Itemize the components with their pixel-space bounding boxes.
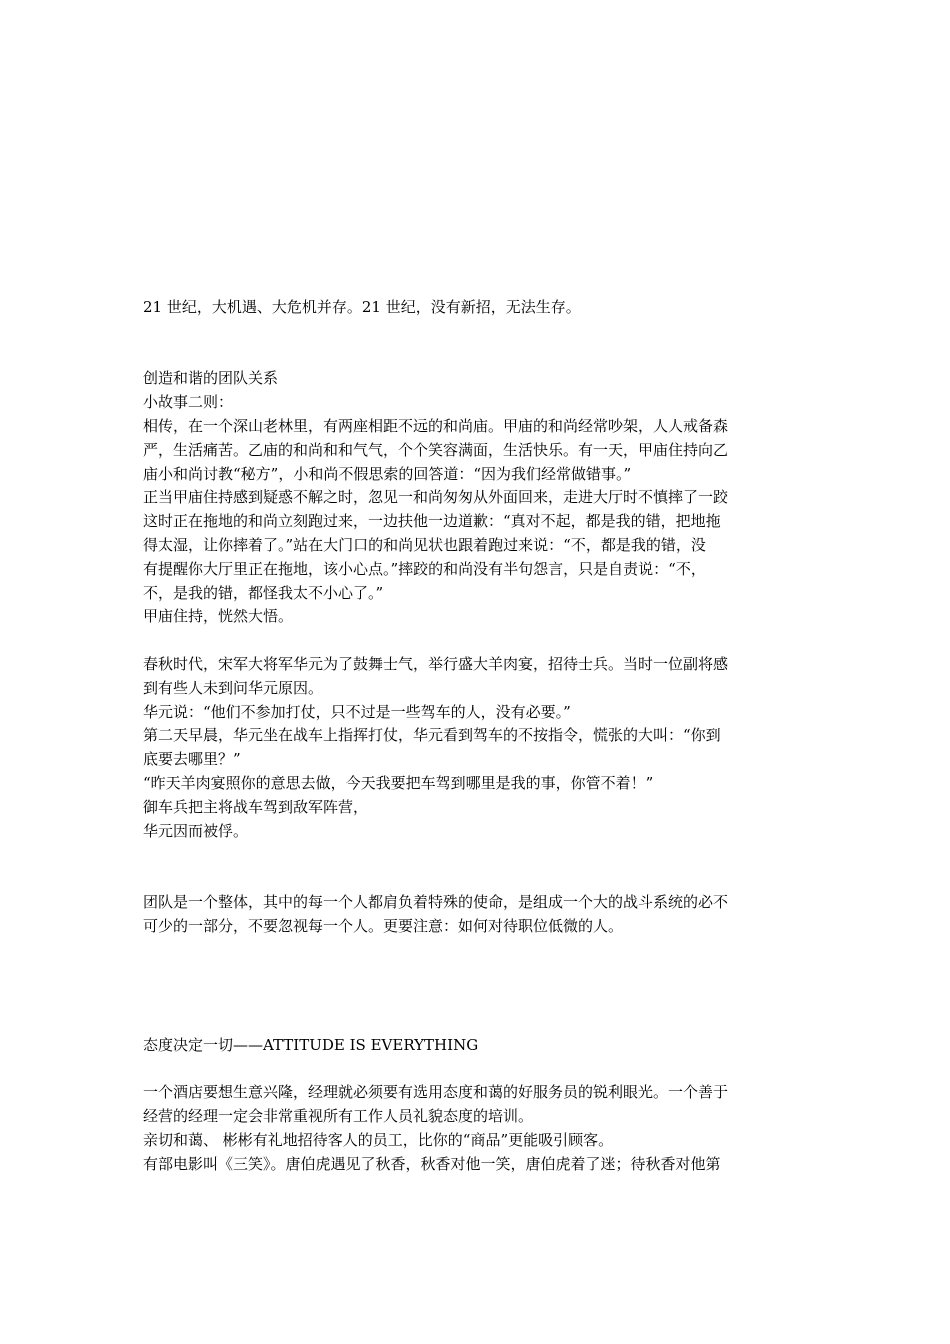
story1-line: 这时正在拖地的和尚立刻跑过来，一边扶他一边道歉：“真对不起，都是我的错，把地拖: [143, 512, 721, 531]
intro-line: 21 世纪，大机遇、大危机并存。21 世纪，没有新招，无法生存。: [143, 298, 581, 316]
story2-line: “昨天羊肉宴照你的意思去做，今天我要把车驾到哪里是我的事，你管不着！”: [143, 773, 654, 792]
story1-line: 得太湿，让你摔着了。”站在大门口的和尚见状也跟着跑过来说：“不，都是我的错，没: [143, 535, 706, 554]
attitude-line: 一个酒店要想生意兴隆，经理就必须要有选用态度和蔼的好服务员的锐利眼光。一个善于: [143, 1083, 729, 1102]
story2-line: 到有些人未到问华元原因。: [143, 678, 324, 697]
story2-line: 第二天早晨，华元坐在战车上指挥打仗，华元看到驾车的不按指令，慌张的大叫：“你到: [143, 726, 721, 745]
story2-line: 华元说：“他们不参加打仗，只不过是一些驾车的人，没有必要。”: [143, 702, 571, 721]
attitude-line: 亲切和蔼、 彬彬有礼地招待客人的员工，比你的“商品”更能吸引顾客。: [143, 1130, 614, 1149]
subtitle-stories: 小故事二则：: [143, 393, 234, 412]
section-title-team: 创造和谐的团队关系: [143, 369, 279, 388]
spacer: [143, 843, 811, 891]
spacer: [143, 1058, 811, 1082]
team-summary-line: 团队是一个整体，其中的每一个人都肩负着特殊的使命，是组成一个大的战斗系统的必不: [143, 892, 729, 911]
spacer: [143, 320, 811, 368]
story1-line: 庙小和尚讨教“秘方”，小和尚不假思索的回答道：“因为我们经常做错事。”: [143, 464, 632, 483]
story1-line: 有提醒你大厅里正在拖地，该小心点。”摔跤的和尚没有半句怨言，只是自责说：“不，: [143, 559, 706, 578]
spacer: [143, 629, 811, 653]
document-page: [143, 296, 811, 1176]
team-summary-line: 可少的一部分，不要忽视每一个人。更要注意：如何对待职位低微的人。: [143, 916, 624, 935]
story1-line: 不，是我的错，都怪我太不小心了。”: [143, 583, 384, 602]
section-title-attitude: 态度决定一切——ATTITUDE IS EVERYTHING: [143, 1035, 479, 1054]
story2-line: 御车兵把主将战车驾到敌军阵营，: [143, 797, 369, 816]
story2-line: 底要去哪里？”: [143, 750, 241, 769]
story1-conclusion: 甲庙住持，恍然大悟。: [143, 607, 294, 626]
story2-conclusion: 华元因而被俘。: [143, 821, 249, 840]
story1-line: 正当甲庙住持感到疑惑不解之时，忽见一和尚匆匆从外面回来，走进大厅时不慎摔了一跤: [143, 488, 729, 507]
story1-line: 相传，在一个深山老林里，有两座相距不远的和尚庙。甲庙的和尚经常吵架，人人戒备森: [143, 416, 729, 435]
spacer: [143, 1010, 811, 1034]
spacer: [143, 939, 811, 1010]
attitude-line: 经营的经理一定会非常重视所有工作人员礼貌态度的培训。: [143, 1107, 534, 1126]
story1-line: 严，生活痛苦。乙庙的和尚和和气气，个个笑容满面，生活快乐。有一天，甲庙住持向乙: [143, 440, 729, 459]
story2-line: 春秋时代，宋军大将军华元为了鼓舞士气，举行盛大羊肉宴，招待士兵。当时一位副将感: [143, 654, 729, 673]
attitude-line: 有部电影叫《三笑》。唐伯虎遇见了秋香，秋香对他一笑，唐伯虎着了迷；待秋香对他第: [143, 1154, 721, 1173]
